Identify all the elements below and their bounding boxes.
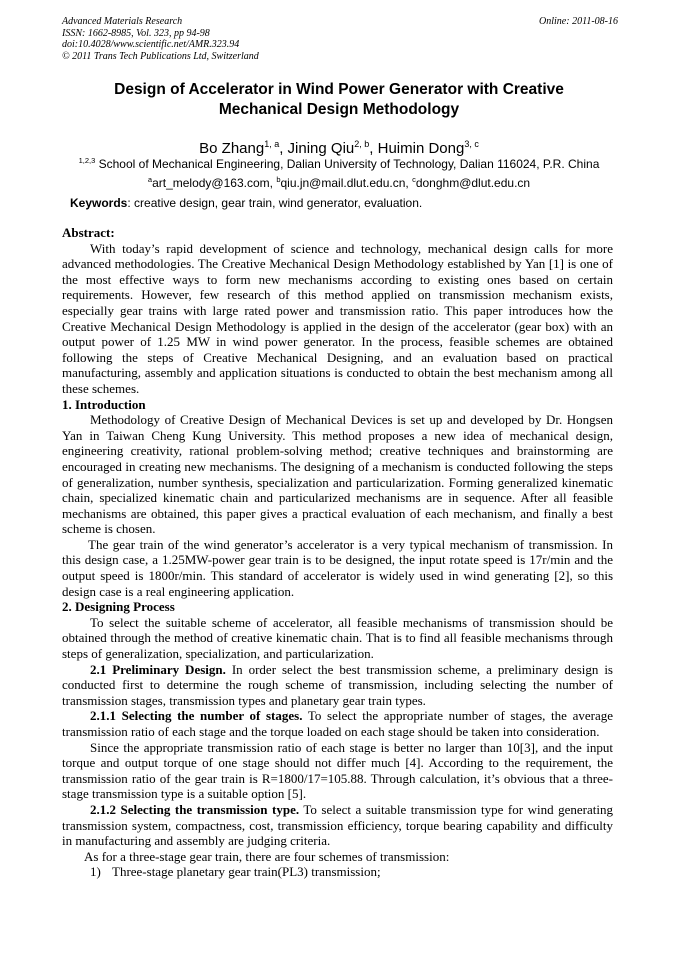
body-paragraph: [62, 615, 613, 662]
paragraph-text: To select the appropriate number of stages, the average transmission ratio of each stage and the torque loaded on each stage should be taken into consideration.: [62, 708, 613, 739]
body-paragraph: [62, 241, 613, 397]
email-list: [62, 172, 616, 191]
paper-body: [62, 225, 613, 880]
body-paragraph: [62, 708, 613, 739]
affiliation-text: School of Mechanical Engineering, Dalian University of Technology, Dalian 116024, P.R. China: [95, 157, 600, 171]
author-name: Jining Qiu: [287, 140, 355, 157]
subsection-heading: 2.1 Preliminary Design.: [90, 661, 226, 677]
author-separator: ,: [279, 140, 288, 157]
list-number: 1): [90, 864, 101, 880]
body-paragraph: [62, 412, 613, 537]
list-item: [62, 864, 613, 880]
paragraph-text: To select the suitable scheme of accelerator, all feasible mechanisms of transmission should be obtained through the method of creative kinematic chain. That is to find all feasible mechanisms through steps of generalization, specialization, and particularization.: [62, 614, 613, 662]
paragraph-text: Since the appropriate transmission ratio of each stage is better no larger than 10[3], and the input torque and output torque of one stage should not differ much [4]. According to the requirement, the transmission ratio of the gear train is R=1800/17=105.88. Through calculation, it’s obvious that a three-stage transmission type is a suitable option [5].: [62, 739, 613, 802]
email-superscript: c: [412, 175, 416, 184]
affiliation-line: [62, 153, 616, 172]
paragraph-text: Methodology of Creative Design of Mechanical Devices is set up and developed by Dr. Hongsen Yan in Taiwan Cheng Kung University. This method proposes a new idea of mechanical design, engineering creativity, rational problem-solving method; creative techniques and brainstorming are encouraged in creating new mechanisms. The designing of a mechanism is conducted following the steps of generalization, number synthesis, specialization and particularization. Forming generalized kinematic chain, specialized kinematic chain and particularized mechanisms are in sequence. After all feasible mechanisms are obtained, this paper gives a practical evaluation of each mechanism, and finally a best scheme is chosen.: [62, 412, 613, 537]
keywords-text: : creative design, gear train, wind generator, evaluation.: [127, 196, 423, 210]
subsection-heading: 2.1.1 Selecting the number of stages.: [90, 708, 303, 724]
subsection-heading: 2.1.2 Selecting the transmission type.: [90, 801, 300, 817]
doi-line: doi:10.4028/www.scientific.net/AMR.323.94: [62, 39, 240, 50]
author-name: Huimin Dong: [377, 140, 465, 157]
email-separator: ,: [269, 176, 277, 190]
journal-header: [62, 16, 618, 62]
email-address: art_melody@163.com: [152, 176, 270, 190]
email-separator: ,: [405, 176, 413, 190]
title-line-2: Mechanical Design Methodology: [218, 101, 460, 118]
affiliation: [62, 153, 616, 191]
paragraph-text: As for a three-stage gear train, there are four schemes of transmission:: [84, 848, 450, 864]
keywords: [70, 196, 616, 211]
author-superscript: 3, c: [464, 139, 479, 149]
title-line-1: Design of Accelerator in Wind Power Generator with Creative: [114, 81, 564, 98]
paragraph-text: To select a suitable transmission type for wind generating transmission system, compactness, cost, transmission efficiency, torque bearing capability and difficulty in manufacturing and assembly are judging criteria.: [62, 801, 613, 849]
author-superscript: 2, b: [354, 139, 370, 149]
body-paragraph: [62, 802, 613, 849]
body-paragraph: [62, 849, 613, 865]
paragraph-text: The gear train of the wind generator’s accelerator is a very typical mechanism of transmission. In this design case, a 1.25MW-power gear train is to be designed, the input rotate speed is 17r/min and the output speed is 1800r/min. This standard of accelerator is widely used in wind generating [2], so this design case is a real engineering application.: [62, 536, 613, 599]
paragraph-text: In order select the best transmission scheme, a preliminary design is conducted first to determine the rough scheme of transmission, including selecting the number of transmission stages, transmission types and planetary gear train types.: [62, 661, 613, 708]
affiliation-superscript: 1,2,3: [78, 156, 96, 165]
section-heading: 1. Introduction: [62, 396, 146, 412]
list-text: Three-stage planetary gear train(PL3) transmission;: [112, 864, 381, 880]
online-date: Online: 2011-08-16: [539, 16, 618, 27]
body-paragraph: [62, 662, 613, 709]
email-address: donghm@dlut.edu.cn: [415, 176, 531, 190]
author-separator: ,: [369, 140, 378, 157]
issn-line: ISSN: 1662-8985, Vol. 323, pp 94-98: [62, 27, 210, 39]
journal-name: Advanced Materials Research: [62, 16, 183, 27]
email-address: qiu.jn@mail.dlut.edu.cn: [280, 176, 406, 190]
author-name: Bo Zhang: [199, 140, 265, 157]
body-paragraph: [62, 537, 613, 599]
author-superscript: 1, a: [264, 139, 280, 149]
section-heading: Abstract:: [62, 225, 115, 240]
paper-title: [62, 80, 616, 120]
paragraph-text: With today’s rapid development of science and technology, mechanical design calls for more advanced methodologies. The Creative Mechanical Design Methodology established by Yan [1] is one of the most effective ways to form new mechanisms according to existing ones based on certain requirements. However, few research of this method applied on transmission mechanism exists, especially gear trains with large rated power and transmission ratio. This paper introduces how the Creative Mechanical Design Methodology is applied in the design of the accelerator (gear box) with an output power of 1.25 MW in wind power generator. In the process, feasible schemes are obtained following the steps of Creative Mechanical Designing, and an evaluation based on practical manufacturing, assembly and application situations is conducted to obtain the best mechanism among all these schemes.: [62, 240, 613, 396]
section-heading: 2. Designing Process: [62, 599, 175, 615]
copyright-line: © 2011 Trans Tech Publications Ltd, Switzerland: [62, 50, 259, 62]
email-superscript: b: [276, 175, 281, 184]
email-superscript: a: [147, 175, 153, 184]
keywords-label: Keywords: [70, 196, 128, 210]
body-paragraph: [62, 740, 613, 802]
